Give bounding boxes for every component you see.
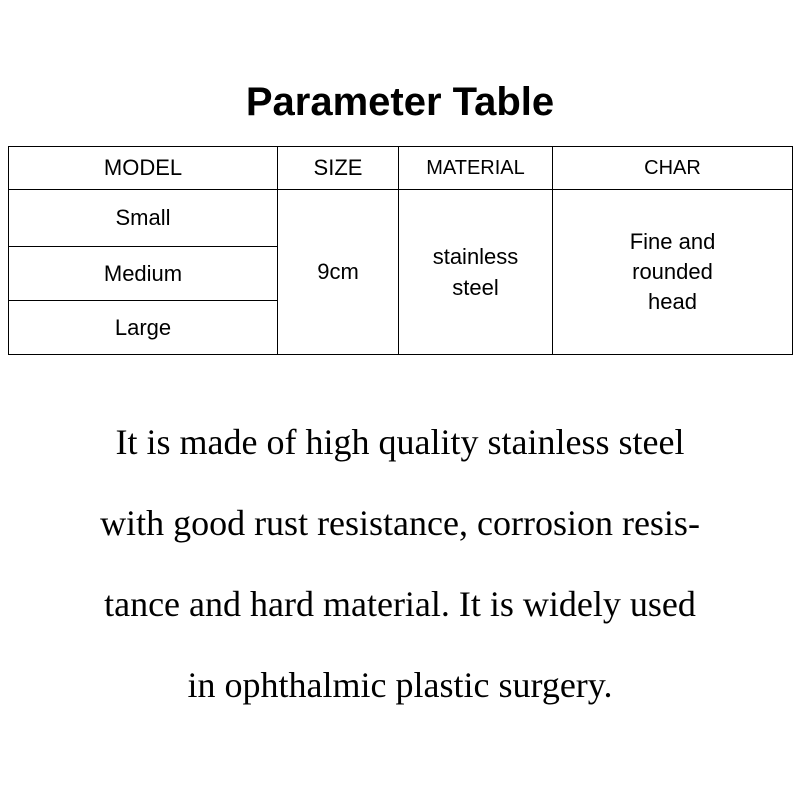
material-cell — [399, 190, 553, 355]
description-line: tance and hard material. It is widely used — [104, 584, 696, 624]
header-material: MATERIAL — [399, 147, 553, 190]
description-line: with good rust resistance, corrosion resis- — [100, 503, 700, 543]
char-text: Fine and rounded head — [629, 229, 716, 314]
description-line: in ophthalmic plastic surgery. — [187, 665, 613, 705]
header-model: MODEL — [9, 147, 278, 190]
material-text: stainless steel — [432, 244, 519, 300]
size-cell: 9cm — [278, 190, 399, 355]
header-char: CHAR — [553, 147, 793, 190]
parameter-table — [8, 146, 793, 355]
page-title: Parameter Table — [245, 80, 555, 124]
model-cell-large: Large — [9, 301, 278, 355]
description-text — [0, 402, 800, 726]
table-header-row — [9, 147, 793, 190]
model-cell-medium: Medium — [9, 247, 278, 301]
header-size: SIZE — [278, 147, 399, 190]
description-line: It is made of high quality stainless steel — [115, 422, 685, 462]
model-cell-small: Small — [9, 190, 278, 247]
table-row — [9, 190, 793, 247]
char-cell — [553, 190, 793, 355]
